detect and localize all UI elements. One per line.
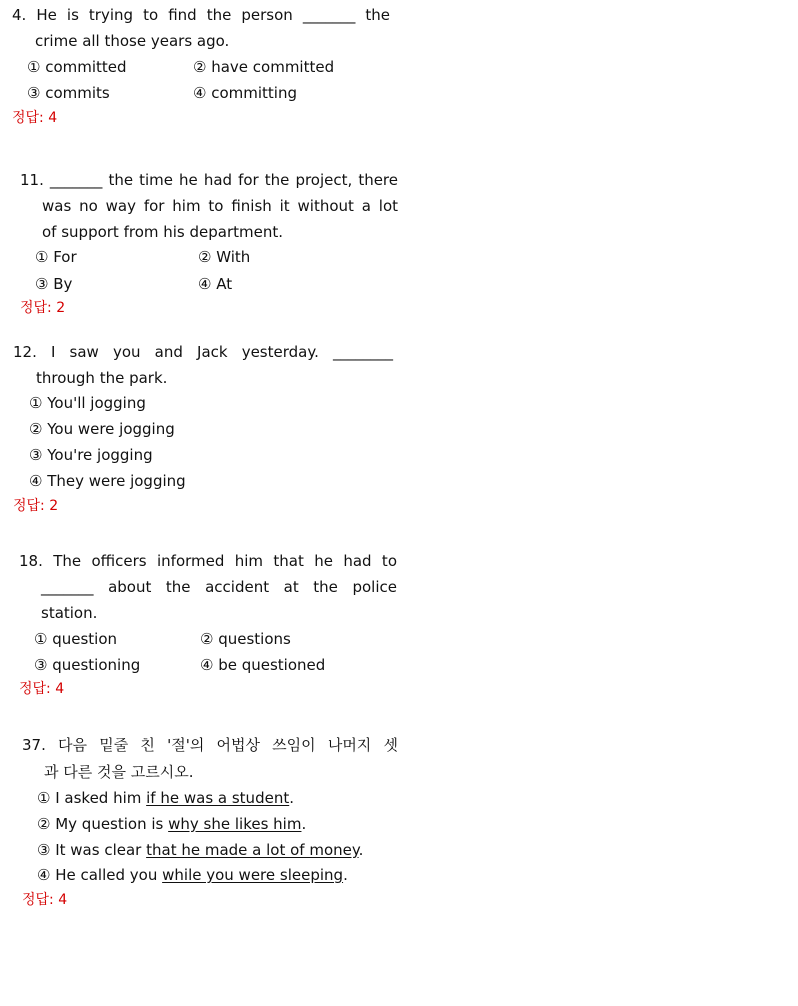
question-37-option-1 (37, 789, 294, 807)
question-18-option-2: ② questions (200, 630, 291, 648)
question-11-answer (20, 299, 65, 317)
question-18-option-3: ③ questioning (34, 656, 141, 674)
underlined-clause: while you were sleeping (162, 866, 344, 884)
answer-value: 4 (55, 681, 65, 697)
question-12-option-3: ③ You're jogging (29, 446, 153, 464)
option-text: ④ He called you (37, 866, 163, 884)
option-text: ② My question is (37, 815, 169, 833)
question-11-option-3: ③ By (35, 275, 73, 293)
question-37-option-2 (37, 815, 306, 833)
question-18-option-4: ④ be questioned (200, 656, 326, 674)
answer-label: 정답: (12, 110, 49, 126)
option-period: . (301, 815, 307, 833)
question-4-option-3: ③ commits (27, 84, 110, 102)
answer-value: 2 (56, 300, 66, 316)
answer-value: 4 (58, 892, 68, 908)
question-11-line-3: of support from his department. (42, 223, 284, 241)
answer-label: 정답: (22, 892, 59, 908)
question-12-line-1: 12. I saw you and Jack yesterday. ________ (13, 343, 393, 361)
underlined-clause: that he made a lot of money (146, 841, 359, 859)
question-11-option-1: ① For (35, 248, 77, 266)
answer-value: 4 (48, 110, 58, 126)
option-period: . (358, 841, 364, 859)
answer-value: 2 (49, 498, 59, 514)
option-text: ③ It was clear (37, 841, 147, 859)
option-period: . (289, 789, 294, 807)
question-18-line-3: station. (41, 604, 98, 622)
question-4-option-1: ① committed (27, 58, 127, 76)
question-4-line-1: 4. He is trying to find the person _______ the (12, 6, 390, 24)
question-11-line-1: 11. _______ the time he had for the project, there (20, 171, 398, 189)
question-4-line-2: crime all those years ago. (35, 32, 230, 50)
underlined-clause: if he was a student (146, 789, 290, 807)
question-18-option-1: ① question (34, 630, 118, 648)
answer-label: 정답: (13, 498, 50, 514)
question-11-line-2: was no way for him to finish it without a lot (42, 197, 398, 215)
underlined-clause: why she likes him (168, 815, 302, 833)
question-12-answer (13, 497, 58, 515)
question-12-line-2: through the park. (36, 369, 168, 387)
question-18-line-1: 18. The officers informed him that he had to (19, 552, 397, 570)
question-37-line-2: 과 다른 것을 고르시오. (44, 763, 194, 781)
question-11-option-2: ② With (198, 248, 251, 266)
question-18-answer (19, 680, 64, 698)
answer-label: 정답: (20, 300, 57, 316)
question-12-option-4: ④ They were jogging (29, 472, 186, 490)
question-11-option-4: ④ At (198, 275, 233, 293)
answer-label: 정답: (19, 681, 56, 697)
question-12-option-2: ② You were jogging (29, 420, 175, 438)
question-4-option-2: ② have committed (193, 58, 335, 76)
question-37-option-4 (37, 866, 348, 884)
option-text: ① I asked him (37, 789, 147, 807)
question-4-answer (12, 109, 57, 127)
question-37-option-3 (37, 841, 363, 859)
question-37-line-1: 37. 다음 밑줄 친 '절'의 어법상 쓰임이 나머지 셋 (22, 736, 398, 754)
question-12-option-1: ① You'll jogging (29, 394, 146, 412)
question-4-option-4: ④ committing (193, 84, 297, 102)
option-period: . (343, 866, 348, 884)
question-18-line-2: _______ about the accident at the police (41, 578, 397, 596)
question-37-answer (22, 891, 67, 909)
